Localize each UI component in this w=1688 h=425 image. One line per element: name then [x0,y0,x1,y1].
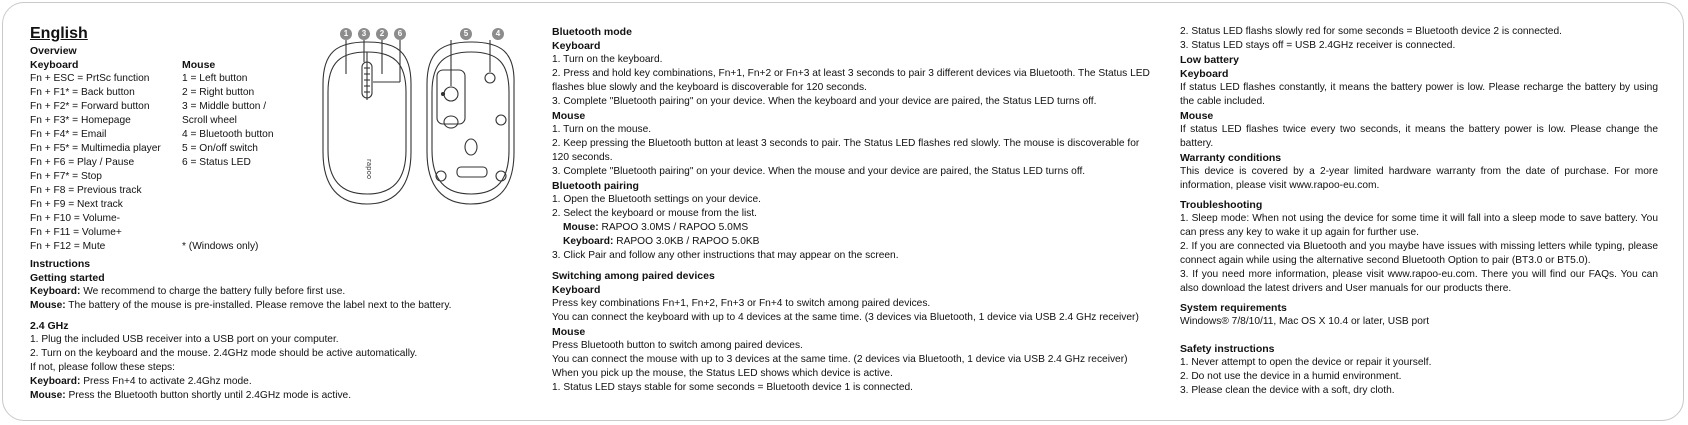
safety-item: 2. Do not use the device in a humid environment. [1180,371,1402,382]
switching-keyboard-line: You can connect the keyboard with up to 4 devices at the same time. (3 devices via Bluetooth, 1 device via USB 2.4 GHz receiver) [552,312,1139,323]
mouse-part-item: 5 = On/off switch [182,143,258,154]
low-battery-keyboard-title: Keyboard [1180,68,1229,80]
mouse-parts-list [182,58,273,254]
callout-marker: 4 [492,28,504,40]
bt-mouse-line: 120 seconds. [552,152,613,163]
keyboard-list-title: Keyboard [30,59,79,71]
shortcut-item: Fn + F5* = Multimedia player [30,143,161,154]
safety-item: 3. Please clean the device with a soft, dry cloth. [1180,385,1395,396]
bt-keyboard-line: 2. Press and hold key combinations, Fn+1, Fn+2 or Fn+3 at least 3 seconds to pair 3 different devices via Bluetooth. The Status LED [552,68,1150,79]
bt-keyboard-line: flashes blue slowly and the keyboard is discoverable for 120 seconds. [552,82,867,93]
warranty-title: Warranty conditions [1180,152,1282,164]
mouse-part-item: Scroll wheel [182,115,237,126]
instructions-section [30,257,550,403]
overview-title: Overview [30,45,77,57]
bt-mouse-line: 3. Complete "Bluetooth pairing" on your device. When the mouse and your device are paired, the Status LED turns off. [552,166,1086,177]
getting-started-line: Mouse: The battery of the mouse is pre-installed. Please remove the label next to the battery. [30,300,452,311]
shortcut-item: Fn + F11 = Volume+ [30,227,122,238]
shortcut-item: Fn + F4* = Email [30,129,107,140]
bt-mouse-line: 2. Keep pressing the Bluetooth button at least 3 seconds to pair. The Status LED flashes red slowly. The mouse is discoverable for [552,138,1140,149]
bluetooth-mode-title: Bluetooth mode [552,26,632,38]
low-battery-keyboard-text: If status LED flashes constantly, it means the battery power is low. Please recharge the battery by using the cable included. [1180,82,1658,107]
ghz-keyboard-line: Keyboard: Press Fn+4 to activate 2.4Ghz mode. [30,376,252,387]
ghz-line: 1. Plug the included USB receiver into a USB port on your computer. [30,334,339,345]
warranty-text: This device is covered by a 2-year limited hardware warranty from the date of purchase. For more information, please visit www.rapoo-eu.com. [1180,166,1658,191]
shortcut-item: Fn + F6 = Play / Pause [30,157,135,168]
shortcut-item: Fn + F8 = Previous track [30,185,142,196]
shortcut-item: Fn + F12 = Mute [30,241,106,252]
bt-mouse-title: Mouse [552,110,586,122]
ghz-line: If not, please follow these steps: [30,362,175,373]
pairing-mouse-models: Mouse: RAPOO 3.0MS / RAPOO 5.0MS [563,222,749,233]
ghz-mouse-line: Mouse: Press the Bluetooth button shortly until 2.4GHz mode is active. [30,390,352,401]
troubleshooting-item: 1. Sleep mode: When not using the device for some time it will fall into a sleep mode to save battery. You can press any key to wake it up again for further use. [1180,213,1658,238]
safety-title: Safety instructions [1180,343,1275,355]
shortcut-item: Fn + F2* = Forward button [30,101,150,112]
callout-marker: 5 [460,28,472,40]
switching-keyboard-title: Keyboard [552,284,601,296]
right-column [1180,25,1658,398]
shortcut-item: Fn + F10 = Volume- [30,213,121,224]
svg-text:rapoo: rapoo [365,159,373,180]
switching-mouse-line: When you pick up the mouse, the Status LED shows which device is active. [552,368,893,379]
pairing-line: 2. Select the keyboard or mouse from the list. [552,208,757,219]
shortcut-item: Fn + F7* = Stop [30,171,102,182]
status-line: 3. Status LED stays off = USB 2.4GHz receiver is connected. [1180,40,1456,51]
getting-started-line: Keyboard: We recommend to charge the battery fully before first use. [30,286,346,297]
low-battery-mouse-title: Mouse [1180,110,1214,122]
troubleshooting-item: 3. If you need more information, please visit www.rapoo-eu.com. There you will find our FAQs. You can also download the latest drivers and User manuals for our products there. [1180,269,1658,294]
overview-lists [30,58,340,252]
shortcut-item: Fn + ESC = PrtSc function [30,73,150,84]
status-line: 2. Status LED flashs slowly red for some seconds = Bluetooth device 2 is connected. [1180,26,1562,37]
mouse-part-item: 1 = Left button [182,73,248,84]
troubleshooting-item: 2. If you are connected via Bluetooth and you maybe have issues with missing letters while typing, please connect again while using the alternative second Bluetooth Option to pair (BT3.0 or BT5.0). [1180,241,1658,266]
pairing-line: 1. Open the Bluetooth settings on your device. [552,194,761,205]
mouse-part-item: 4 = Bluetooth button [182,129,274,140]
overview-column [30,24,340,252]
bluetooth-column [552,25,1152,395]
pairing-keyboard-models: Keyboard: RAPOO 3.0KB / RAPOO 5.0KB [563,236,760,247]
keyboard-shortcut-list [30,58,161,254]
bt-keyboard-line: 3. Complete "Bluetooth pairing" on your device. When the keyboard and your device are paired, the Status LED turns off. [552,96,1097,107]
callout-marker: 2 [376,28,388,40]
troubleshooting-title: Troubleshooting [1180,199,1263,211]
mouse-part-item: 2 = Right button [182,87,255,98]
bluetooth-pairing-title: Bluetooth pairing [552,180,639,192]
callout-marker: 1 [340,28,352,40]
shortcut-item: Fn + F1* = Back button [30,87,135,98]
callout-marker: 6 [394,28,406,40]
pairing-line: 3. Click Pair and follow any other instructions that may appear on the screen. [552,250,899,261]
shortcut-item: Fn + F9 = Next track [30,199,123,210]
low-battery-mouse-text: If status LED flashes twice every two seconds, it means the battery power is low. Please change the battery. [1180,124,1658,149]
instructions-title: Instructions [30,258,91,270]
bt-keyboard-title: Keyboard [552,40,601,52]
switching-mouse-title: Mouse [552,326,586,338]
safety-item: 1. Never attempt to open the device or repair it yourself. [1180,357,1432,368]
mouse-part-item: 3 = Middle button / [182,101,267,112]
system-requirements-title: System requirements [1180,302,1287,314]
ghz-title: 2.4 GHz [30,320,69,332]
switching-mouse-line: Press Bluetooth button to switch among paired devices. [552,340,803,351]
bt-mouse-line: 1. Turn on the mouse. [552,124,652,135]
mouse-illustration [315,22,515,212]
mouse-list-title: Mouse [182,59,216,71]
switching-keyboard-line: Press key combinations Fn+1, Fn+2, Fn+3 or Fn+4 to switch among paired devices. [552,298,931,309]
shortcut-item: Fn + F3* = Homepage [30,115,131,126]
low-battery-title: Low battery [1180,54,1239,66]
windows-footnote: * (Windows only) [182,241,259,252]
mouse-part-item: 6 = Status LED [182,157,251,168]
switching-title: Switching among paired devices [552,270,715,282]
ghz-line: 2. Turn on the keyboard and the mouse. 2.4GHz mode should be active automatically. [30,348,418,359]
bt-keyboard-line: 1. Turn on the keyboard. [552,54,663,65]
language-title: English [30,25,88,42]
callout-marker: 3 [358,28,370,40]
switching-mouse-line: You can connect the mouse with up to 3 devices at the same time. (2 devices via Bluetooth, 1 device via USB 2.4 GHz receiver) [552,354,1128,365]
switching-mouse-line: 1. Status LED stays stable for some seconds = Bluetooth device 1 is connected. [552,382,914,393]
system-requirements-text: Windows® 7/8/10/11, Mac OS X 10.4 or later, USB port [1180,316,1430,327]
getting-started-title: Getting started [30,272,105,284]
